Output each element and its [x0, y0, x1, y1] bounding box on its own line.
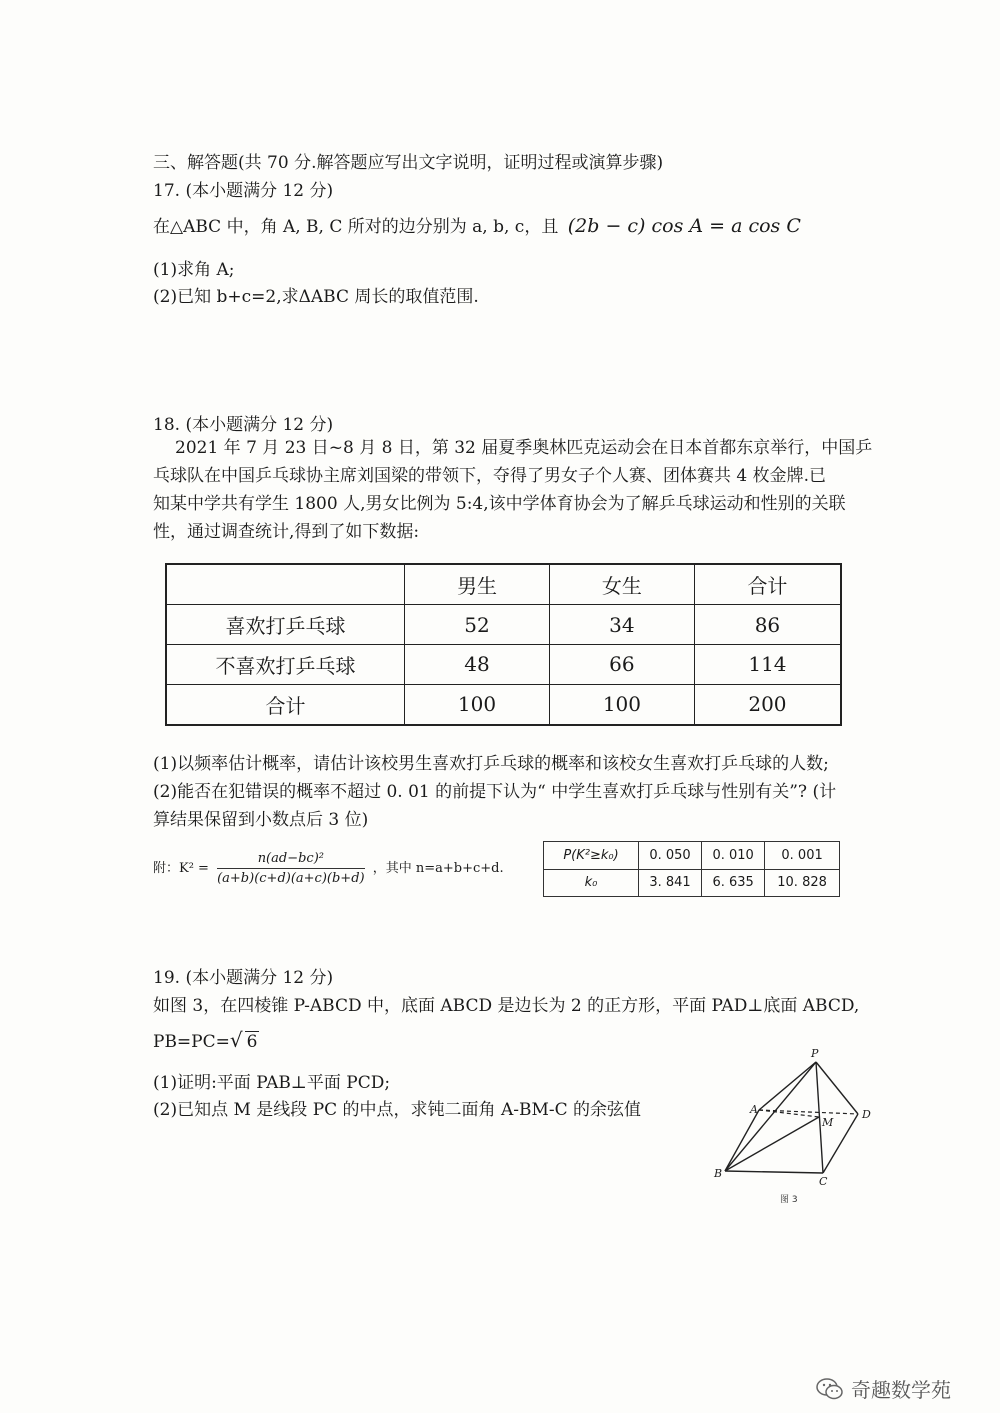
table-cell: 48	[405, 644, 550, 684]
q19-stem-line1: 如图 3，在四棱锥 P-ABCD 中，底面 ABCD 是边长为 2 的正方形，平面 PAD⊥底面 ABCD,	[153, 996, 860, 1016]
pyramid-figure	[700, 1040, 890, 1210]
table-header: 合计	[694, 564, 841, 605]
formula-denominator: (a+b)(c+d)(a+c)(b+d)	[217, 871, 365, 886]
q17-stem-formula: (2b − c) cos A = a cos C	[567, 215, 801, 237]
table-cell: 34	[549, 605, 694, 645]
table-cell: 10. 828	[765, 869, 840, 897]
table-cell: 3. 841	[639, 869, 702, 897]
table-header: 女生	[549, 564, 694, 605]
table-cell: 86	[694, 605, 841, 645]
table-row	[544, 842, 840, 870]
q18-stem	[153, 434, 873, 546]
table-cell: 114	[694, 644, 841, 684]
table-row	[166, 644, 841, 684]
label-A: A	[750, 1103, 758, 1116]
watermark	[815, 1374, 951, 1403]
segment-BM	[725, 1117, 819, 1171]
watermark-text: 奇趣数学苑	[851, 1378, 951, 1402]
label-P: P	[811, 1047, 819, 1060]
q18-part2-line2: 算结果保留到小数点后 3 位)	[153, 810, 369, 830]
k-squared-formula	[153, 851, 504, 886]
critical-value-table	[543, 841, 840, 897]
figure-caption: 图 3	[780, 1195, 798, 1205]
table-row	[544, 869, 840, 897]
table-row-label: 喜欢打乒乓球	[166, 605, 405, 645]
label-M: M	[822, 1116, 834, 1129]
edge-PA	[759, 1062, 816, 1110]
edge-BC	[725, 1171, 823, 1173]
q17-stem	[153, 212, 801, 237]
q18-part1: (1)以频率估计概率，请估计该校男生喜欢打乒乓球的概率和该校女生喜欢打乒乓球的人数;	[153, 754, 829, 774]
q19-line2-prefix: PB=PC=	[153, 1032, 230, 1052]
q19-header: 19. (本小题满分 12 分)	[153, 968, 334, 988]
label-D: D	[862, 1108, 871, 1121]
edge-PB	[725, 1062, 816, 1171]
table-cell: 52	[405, 605, 550, 645]
table-row	[166, 605, 841, 645]
table-cell: 6. 635	[702, 869, 765, 897]
q18-part2-line1: (2)能否在犯错误的概率不超过 0. 01 的前提下认为“ 中学生喜欢打乒乓球与性别有关”? (计	[153, 782, 837, 802]
label-C: C	[819, 1175, 828, 1188]
table-header: 男生	[405, 564, 550, 605]
survey-table	[165, 563, 842, 726]
q19-part2: (2)已知点 M 是线段 PC 的中点，求钝二面角 A-BM-C 的余弦值	[153, 1100, 642, 1120]
formula-suffix: ，其中 n=a+b+c+d.	[372, 861, 504, 876]
table-cell: 0. 010	[702, 842, 765, 870]
q19-part1: (1)证明:平面 PAB⊥平面 PCD;	[153, 1073, 391, 1093]
q18-header: 18. (本小题满分 12 分)	[153, 415, 334, 435]
q17-header: 17. (本小题满分 12 分)	[153, 181, 334, 201]
label-B: B	[714, 1167, 723, 1180]
table-cell: 66	[549, 644, 694, 684]
q18-stem-line: 2021 年 7 月 23 日~8 月 8 日，第 32 届夏季奥林匹克运动会在日本首都东京举行，中国乒	[175, 438, 873, 458]
table-cell: k₀	[544, 869, 639, 897]
formula-prefix: 附：K² =	[153, 861, 209, 876]
edge-PD	[816, 1062, 858, 1114]
q18-stem-line: 知某中学共有学生 1800 人,男女比例为 5:4,该中学体育协会为了解乒乓球运动和性别的关联	[153, 494, 846, 514]
table-cell: 100	[549, 684, 694, 725]
table-cell: 100	[405, 684, 550, 725]
table-row	[166, 684, 841, 725]
table-row-label: 合计	[166, 684, 405, 725]
table-header-row	[166, 564, 841, 605]
q17-part1: (1)求角 A;	[153, 260, 235, 280]
formula-numerator: n(ad−bc)²	[217, 851, 365, 869]
table-cell: 0. 050	[639, 842, 702, 870]
q18-stem-line: 性，通过调查统计,得到了如下数据:	[153, 522, 420, 542]
wechat-icon	[815, 1377, 845, 1401]
table-cell	[166, 564, 405, 605]
q17-stem-text: 在△ABC 中，角 A, B, C 所对的边分别为 a, b, c，且	[153, 217, 559, 237]
section-title: 三、解答题(共 70 分.解答题应写出文字说明，证明过程或演算步骤)	[153, 153, 664, 173]
table-row-label: 不喜欢打乒乓球	[166, 644, 405, 684]
q18-stem-line: 乓球队在中国乒乓球协主席刘国梁的带领下，夺得了男女子个人赛、团体赛共 4 枚金牌.已	[153, 466, 827, 486]
q19-stem-line2: PB=PC=√ 6	[153, 1028, 258, 1052]
table-cell: P(K²≥k₀)	[544, 842, 639, 870]
sqrt-radicand: 6	[246, 1032, 258, 1052]
table-cell: 200	[694, 684, 841, 725]
formula-fraction	[217, 851, 365, 886]
table-cell: 0. 001	[765, 842, 840, 870]
q17-part2: (2)已知 b+c=2,求ΔABC 周长的取值范围.	[153, 287, 479, 307]
